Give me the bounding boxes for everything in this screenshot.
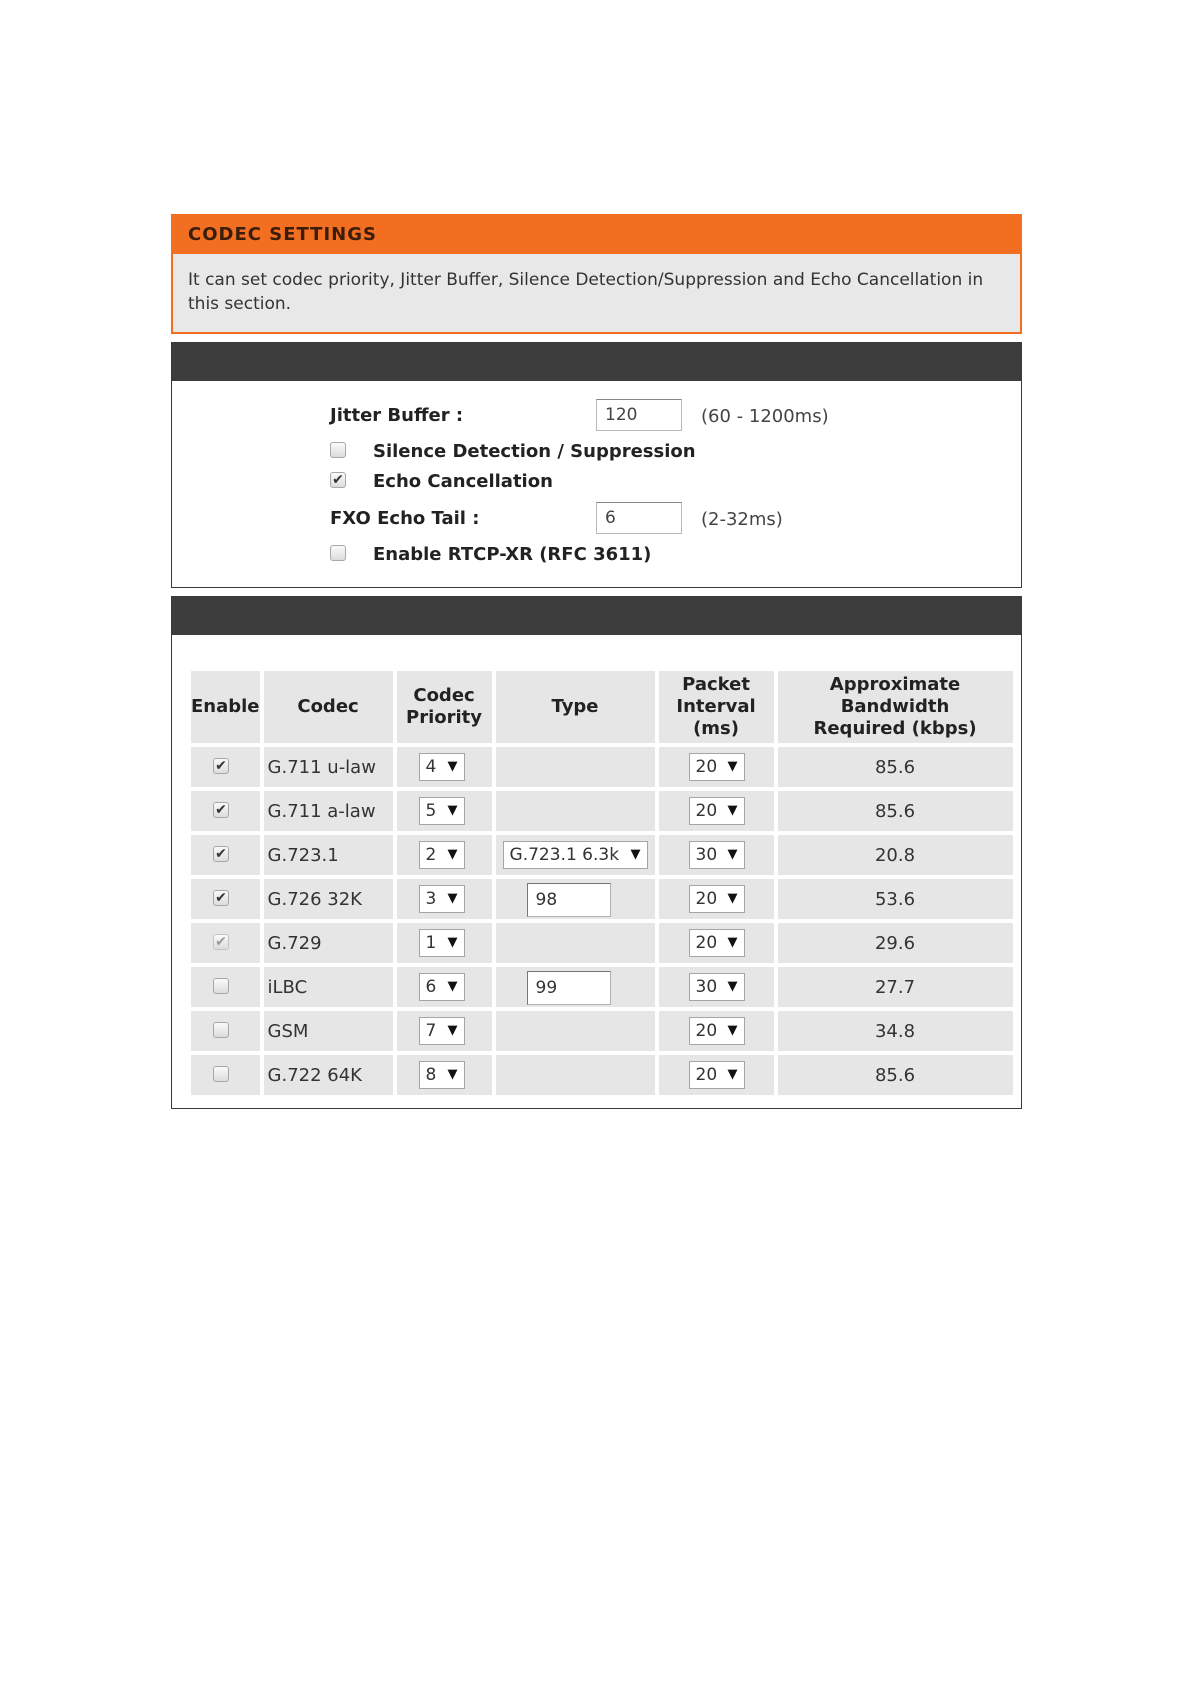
type-cell [496,1055,655,1095]
type-cell [496,1011,655,1051]
codec-table-body [191,747,1013,1095]
header-codec [264,671,393,743]
dropdown-arrow-icon: ▼ [727,759,738,774]
priority-value: 8 [425,1065,437,1085]
type-cell [496,967,655,1007]
priority-cell [397,1055,492,1095]
codec-name: iLBC [264,967,393,1007]
interval-cell [659,835,774,875]
dropdown-arrow-icon: ▼ [727,1023,738,1038]
priority-select[interactable] [419,841,465,869]
codec-table [187,667,1017,1099]
fxo-echo-tail-label: FXO Echo Tail : [330,508,480,529]
codec-name: G.729 [264,923,393,963]
check-icon: ✔ [215,846,227,862]
header-interval-line3: (ms) [693,718,739,739]
dropdown-arrow-icon: ▼ [447,803,458,818]
enable-cell [191,835,260,875]
priority-value: 4 [425,757,437,777]
enable-checkbox[interactable] [213,758,229,774]
table-row [191,967,1013,1007]
check-icon: ✔ [332,472,344,488]
priority-value: 6 [425,977,437,997]
enable-cell [191,967,260,1007]
header-enable-text: Enable [191,696,260,717]
dropdown-arrow-icon: ▼ [447,759,458,774]
section-description: It can set codec priority, Jitter Buffer, Silence Detection/Suppression and Echo Cancellation in this section. [188,270,984,314]
interval-value: 20 [695,1021,718,1041]
payload-type-input[interactable]: 98 [527,883,611,917]
interval-value: 20 [695,933,718,953]
enable-cell [191,923,260,963]
type-cell [496,747,655,787]
header-priority-line1: Codec [413,685,475,706]
codec-name: G.723.1 [264,835,393,875]
codec-name: G.711 u-law [264,747,393,787]
table-row [191,879,1013,919]
header-bandwidth-line1: Approximate Bandwidth [829,674,961,717]
enable-cell [191,791,260,831]
dropdown-arrow-icon: ▼ [630,847,641,862]
interval-select[interactable] [689,973,745,1001]
table-row [191,835,1013,875]
table-row [191,1011,1013,1051]
header-interval-line2: Interval [676,696,756,717]
check-icon: ✔ [215,802,227,818]
interval-cell [659,747,774,787]
table-row [191,1055,1013,1095]
enable-checkbox[interactable] [213,890,229,906]
dropdown-arrow-icon: ▼ [727,935,738,950]
priority-cell [397,879,492,919]
enable-checkbox[interactable] [213,1066,229,1082]
header-type [496,671,655,743]
dropdown-arrow-icon: ▼ [727,891,738,906]
dropdown-arrow-icon: ▼ [447,1067,458,1082]
enable-cell [191,1055,260,1095]
type-cell [496,879,655,919]
table-row [191,747,1013,787]
fxo-echo-tail-input[interactable]: 6 [596,502,682,534]
priority-value: 2 [425,845,437,865]
enable-cell [191,747,260,787]
jitter-buffer-hint: (60 - 1200ms) [701,406,829,427]
section-title: CODEC SETTINGS [173,216,1020,254]
fxo-echo-tail-hint: (2-32ms) [701,509,783,530]
header-interval [659,671,774,743]
echo-cancellation-label: Echo Cancellation [373,471,553,492]
dropdown-arrow-icon: ▼ [727,803,738,818]
priority-select[interactable] [419,1061,465,1089]
interval-cell [659,791,774,831]
interval-value: 30 [695,977,718,997]
dropdown-arrow-icon: ▼ [727,1067,738,1082]
header-codec-text: Codec [297,696,359,717]
silence-detection-label: Silence Detection / Suppression [373,441,696,462]
bandwidth-value: 53.6 [778,879,1013,919]
echo-cancellation-checkbox[interactable] [330,472,346,488]
interval-select[interactable] [689,797,745,825]
priority-cell [397,791,492,831]
interval-value: 30 [695,845,718,865]
priority-select[interactable] [419,753,465,781]
header-interval-line1: Packet [682,674,750,695]
bandwidth-value: 29.6 [778,923,1013,963]
priority-cell [397,747,492,787]
enable-cell [191,1011,260,1051]
type-select[interactable] [503,841,648,869]
interval-cell [659,923,774,963]
jitter-buffer-input[interactable]: 120 [596,399,682,431]
enable-checkbox[interactable] [213,846,229,862]
interval-select[interactable] [689,841,745,869]
rtcp-xr-checkbox[interactable] [330,545,346,561]
general-settings-panel [171,342,1022,588]
priority-cell [397,1011,492,1051]
interval-cell [659,879,774,919]
interval-cell [659,1011,774,1051]
dropdown-arrow-icon: ▼ [447,935,458,950]
table-header-row [191,671,1013,743]
check-icon: ✔ [215,890,227,906]
enable-cell [191,879,260,919]
interval-cell [659,1055,774,1095]
check-icon: ✔ [215,934,227,950]
interval-value: 20 [695,757,718,777]
table-row [191,923,1013,963]
codec-name: G.722 64K [264,1055,393,1095]
bandwidth-value: 27.7 [778,967,1013,1007]
codec-name: G.711 a-law [264,791,393,831]
priority-select[interactable] [419,973,465,1001]
interval-value: 20 [695,801,718,821]
header-enable [191,671,260,743]
bandwidth-value: 34.8 [778,1011,1013,1051]
dropdown-arrow-icon: ▼ [447,847,458,862]
settings-title-bar [172,343,1021,381]
type-value: G.723.1 6.3k [509,845,620,865]
priority-select[interactable] [419,797,465,825]
enable-checkbox[interactable] [213,978,229,994]
dropdown-arrow-icon: ▼ [447,891,458,906]
codec-settings-header-panel [171,214,1022,334]
bandwidth-value: 20.8 [778,835,1013,875]
bandwidth-value: 85.6 [778,791,1013,831]
interval-select[interactable] [689,929,745,957]
codec-table-title-bar [172,597,1021,635]
priority-value: 5 [425,801,437,821]
interval-select[interactable] [689,1017,745,1045]
rtcp-xr-label: Enable RTCP-XR (RFC 3611) [373,544,652,565]
interval-select[interactable] [689,753,745,781]
interval-cell [659,967,774,1007]
table-row [191,791,1013,831]
enable-checkbox [213,934,229,950]
interval-select[interactable] [689,1061,745,1089]
interval-value: 20 [695,1065,718,1085]
header-priority-line2: Priority [406,707,483,728]
silence-detection-checkbox[interactable] [330,442,346,458]
enable-checkbox[interactable] [213,1022,229,1038]
type-cell [496,923,655,963]
header-bandwidth-line2: Required (kbps) [813,718,977,739]
payload-type-input[interactable]: 99 [527,971,611,1005]
jitter-buffer-label: Jitter Buffer : [330,405,464,426]
enable-checkbox[interactable] [213,802,229,818]
bandwidth-value: 85.6 [778,1055,1013,1095]
header-bandwidth [778,671,1013,743]
interval-value: 20 [695,889,718,909]
codec-table-panel [171,596,1022,1109]
bandwidth-value: 85.6 [778,747,1013,787]
type-cell [496,791,655,831]
dropdown-arrow-icon: ▼ [447,1023,458,1038]
priority-value: 7 [425,1021,437,1041]
priority-value: 1 [425,933,437,953]
dropdown-arrow-icon: ▼ [727,847,738,862]
header-type-text: Type [551,696,599,717]
dropdown-arrow-icon: ▼ [727,979,738,994]
check-icon: ✔ [215,758,227,774]
priority-cell [397,967,492,1007]
priority-select[interactable] [419,1017,465,1045]
codec-name: GSM [264,1011,393,1051]
priority-select[interactable] [419,885,465,913]
dropdown-arrow-icon: ▼ [447,979,458,994]
priority-cell [397,923,492,963]
type-cell [496,835,655,875]
header-priority [397,671,492,743]
priority-select[interactable] [419,929,465,957]
priority-value: 3 [425,889,437,909]
interval-select[interactable] [689,885,745,913]
priority-cell [397,835,492,875]
codec-name: G.726 32K [264,879,393,919]
